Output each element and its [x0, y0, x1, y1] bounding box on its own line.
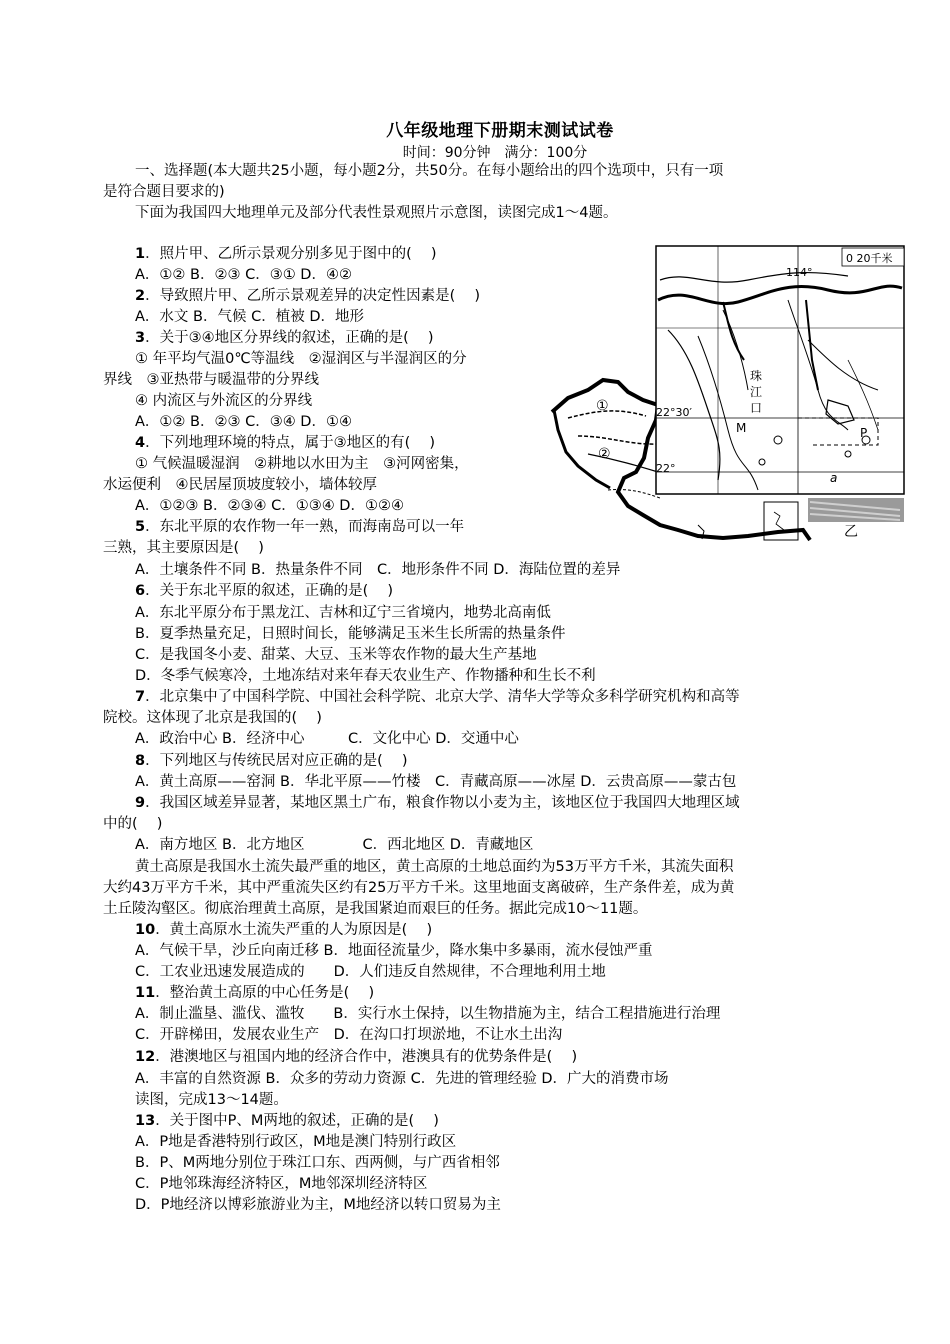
question-number: 2 [135, 288, 146, 304]
region-1-label: ① [596, 398, 609, 414]
option-13a: A．P地是香港特别行政区，M地是澳门特别行政区 [135, 1134, 457, 1150]
pearl-river-delta-map [656, 246, 904, 494]
statement-3b: ④ 内流区与外流区的分界线 [135, 393, 313, 409]
question-7 [135, 687, 740, 707]
pearl-river-mouth-label-1: 珠 [750, 369, 763, 383]
question-text: ．导致照片甲、乙所示景观差异的决定性因素是( ) [145, 288, 481, 304]
passage-line-2: 大约43万平方千米，其中严重流失区约有25万平方千米。这里地面支离破碎，生产条件差，成为黄 [103, 880, 735, 896]
options-3: A．①② B．②③ C．③④ D．①④ [135, 414, 352, 430]
options-11cd: C．开辟梯田，发展农业生产 D．在沟口打坝淤地，不让水土出沟 [135, 1027, 563, 1043]
statement-4a: ① 气候温暖湿润 ②耕地以水田为主 ③河网密集， [135, 456, 469, 472]
section-heading: 一、选择题(本大题共25小题，每小题2分，共50分。在每小题给出的四个选项中，只有一项 [135, 163, 724, 179]
question-text: ．北京集中了中国科学院、中国社会科学院、北京大学、清华大学等众多科学研究机构和高等 [145, 689, 740, 705]
question-7-cont: 院校。这体现了北京是我国的( ) [103, 710, 322, 726]
question-number: 1 [135, 246, 146, 262]
statement-3a-cont: 界线 ③亚热带与暖温带的分界线 [103, 372, 319, 388]
question-number: 9 [135, 795, 146, 811]
options-1: A．①② B．②③ C．③① D．④② [135, 267, 352, 283]
question-text: ．照片甲、乙所示景观分别多见于图中的( ) [145, 246, 437, 262]
question-4 [135, 433, 435, 453]
statement-4a-cont: 水运便利 ④民居屋顶坡度较小，墙体较厚 [103, 477, 377, 493]
question-text: ．关于东北平原的叙述，正确的是( ) [145, 583, 394, 599]
question-text: ．关于图中P、M两地的叙述，正确的是( ) [155, 1113, 439, 1129]
question-number: 5 [135, 519, 146, 535]
question-9-cont: 中的( ) [103, 816, 163, 832]
options-7: A．政治中心 B．经济中心 C．文化中心 D．交通中心 [135, 731, 519, 747]
group-intro-1-4: 下面为我国四大地理单元及部分代表性景观照片示意图，读图完成1～4题。 [135, 205, 618, 221]
option-6b: B．夏季热量充足，日照时间长，能够满足玉米生长所需的热量条件 [135, 626, 566, 642]
longitude-label: 114° [786, 266, 813, 279]
question-text: ．我国区域差异显著，某地区黑土广布，粮食作物以小麦为主，该地区位于我国四大地理区域 [145, 795, 740, 811]
question-5-cont: 三熟，其主要原因是( ) [103, 540, 264, 556]
question-9 [135, 793, 740, 813]
passage-line-1: 黄土高原是我国水土流失最严重的地区，黄土高原的土地总面约为53万平方千米，其流失面积 [135, 859, 734, 875]
option-13d: D．P地经济以博彩旅游业为主，M地经济以转口贸易为主 [135, 1197, 501, 1213]
option-6c: C．是我国冬小麦、甜菜、大豆、玉米等农作物的最大生产基地 [135, 647, 537, 663]
options-8: A．黄土高原——窑洞 B．华北平原——竹楼 C．青藏高原——冰屋 D．云贵高原——蒙古包 [135, 774, 737, 790]
question-text: ．东北平原的农作物一年一熟，而海南岛可以一年 [145, 519, 465, 535]
question-number: 10 [135, 922, 156, 938]
latitude-label-2: 22° [656, 462, 676, 475]
section-heading-cont: 是符合题目要求的) [103, 184, 225, 200]
question-8 [135, 751, 408, 771]
option-6a: A．东北平原分布于黑龙江、吉林和辽宁三省境内，地势北高南低 [135, 605, 551, 621]
question-6 [135, 581, 393, 601]
latitude-label-1: 22°30′ [656, 406, 692, 419]
options-10cd: C．工农业迅速发展造成的 D．人们违反自然规律，不合理地利用土地 [135, 964, 606, 980]
question-text: ．港澳地区与祖国内地的经济合作中，港澳具有的优势条件是( ) [155, 1049, 578, 1065]
question-2 [135, 286, 480, 306]
option-13c: C．P地邻珠海经济特区，M地邻深圳经济特区 [135, 1176, 428, 1192]
question-13 [135, 1111, 439, 1131]
page-title: 八年级地理下册期末测试试卷 [386, 121, 614, 141]
options-4: A．①②③ B．②③④ C．①③④ D．①②④ [135, 498, 404, 514]
question-text: ．整治黄土高原的中心任务是( ) [155, 985, 375, 1001]
options-12: A．丰富的自然资源 B．众多的劳动力资源 C．先进的管理经验 D．广大的消费市场 [135, 1071, 669, 1087]
question-number: 7 [135, 689, 146, 705]
pearl-river-mouth-label-3: 口 [750, 401, 763, 415]
photo-yi-label: 乙 [844, 524, 858, 540]
option-6d: D．冬季气候寒冷，土地冻结对来年春天农业生产、作物播种和生长不利 [135, 668, 596, 684]
question-5 [135, 517, 464, 537]
options-10ab: A．气候干旱，沙丘向南迁移 B．地面径流量少，降水集中多暴雨，流水侵蚀严重 [135, 943, 653, 959]
group-intro-13-14: 读图，完成13～14题。 [135, 1092, 288, 1108]
question-number: 12 [135, 1049, 156, 1065]
options-2: A．水文 B．气候 C．植被 D．地形 [135, 309, 364, 325]
options-5: A．土壤条件不同 B．热量条件不同 C．地形条件不同 D．海陆位置的差异 [135, 562, 621, 578]
question-11 [135, 983, 374, 1003]
question-number: 8 [135, 753, 146, 769]
exam-info: 时间：90分钟 满分：100分 [402, 145, 588, 161]
question-number: 13 [135, 1113, 156, 1129]
statement-3a: ① 年平均气温0℃等温线 ②湿润区与半湿润区的分 [135, 351, 467, 367]
question-text: ．下列地理环境的特点，属于③地区的有( ) [145, 435, 436, 451]
m-label: M [736, 421, 747, 435]
question-text: ．下列地区与传统民居对应正确的是( ) [145, 753, 408, 769]
map-scale-label: 0 20千米 [846, 252, 893, 265]
pearl-river-mouth-label-2: 江 [750, 385, 763, 399]
passage-line-3: 土丘陵沟壑区。彻底治理黄土高原，是我国紧迫而艰巨的任务。据此完成10～11题。 [103, 901, 648, 917]
option-13b: B．P、M两地分别位于珠江口东、西两侧，与广西省相邻 [135, 1155, 500, 1171]
options-11ab: A．制止滥垦、滥伐、滥牧 B．实行水土保持，以生物措施为主，结合工程措施进行治理 [135, 1006, 721, 1022]
question-text: ．关于③④地区分界线的叙述，正确的是( ) [145, 330, 434, 346]
map-figure [548, 240, 908, 545]
question-number: 3 [135, 330, 146, 346]
region-2-label: ② [598, 446, 611, 462]
p-label: P [860, 426, 868, 440]
question-1 [135, 244, 437, 264]
question-12 [135, 1047, 577, 1067]
question-3 [135, 328, 434, 348]
question-10 [135, 920, 432, 940]
question-text: ．黄土高原水土流失严重的人为原因是( ) [155, 922, 433, 938]
a-label: a [830, 471, 838, 485]
question-number: 6 [135, 583, 146, 599]
question-number: 11 [135, 985, 156, 1001]
question-number: 4 [135, 435, 146, 451]
options-9: A．南方地区 B．北方地区 C．西北地区 D．青藏地区 [135, 837, 534, 853]
